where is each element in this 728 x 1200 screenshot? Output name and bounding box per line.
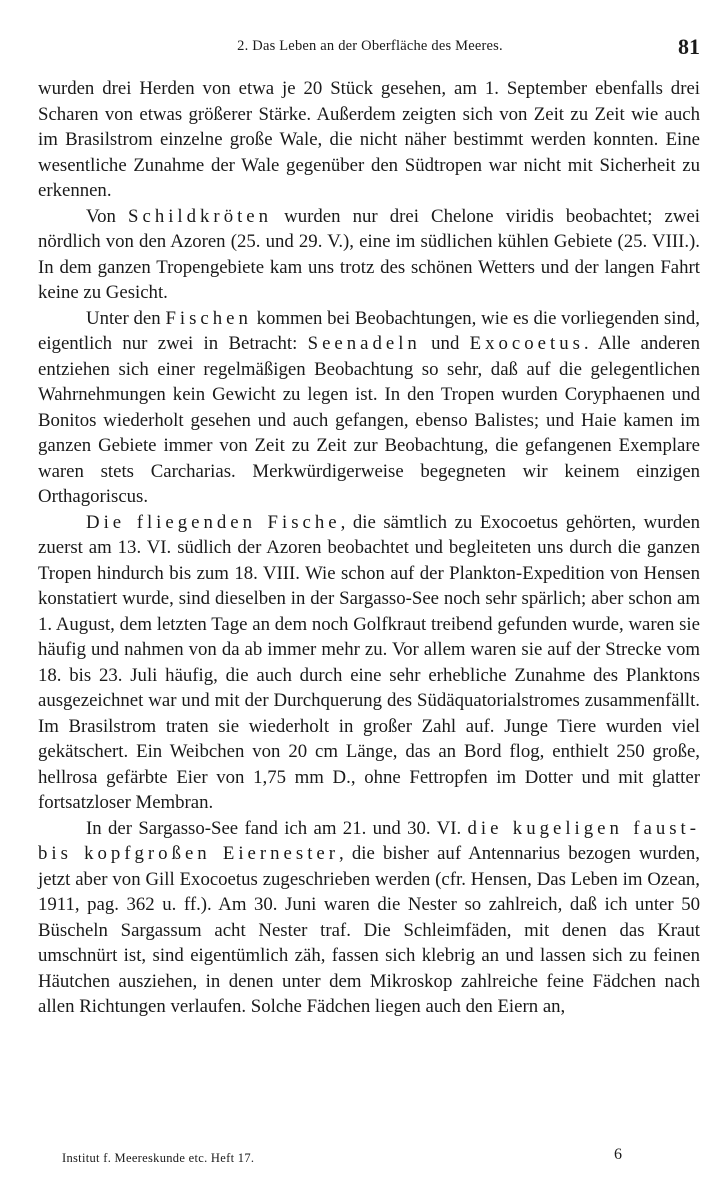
paragraph-fish xyxy=(38,306,700,510)
text-segment: In der Sargasso-See fand ich am 21. und 30. VI. xyxy=(86,817,468,839)
paragraph-whales xyxy=(38,76,700,204)
text-segment: , die bisher auf Antennarius bezogen wurden, jetzt aber von Gill Exocoetus zugeschrieben werden (cfr. Hensen, Das Leben im Ozean, 1911, pag. 362 u. ff.). Am 30. Juni waren die Nester so zahlreich, daß ich unter 50 Büscheln Sargassum acht Nester traf. Die Schleimfäden, mit denen das Kraut umschnürt ist, sind eigentümlich zäh, fassen sich klebrig an und lassen sich zu feinen Häutchen ausziehen, in denen unter dem Mikroskop zahlreiche feine Fädchen nach allen Richtungen verlaufen. Solche Fädchen liegen auch den Eiern an, xyxy=(38,843,700,1017)
spaced-term-eiernester: die kugeligen faust- bis kopfgroßen Eiernester xyxy=(38,817,700,864)
spaced-term-fliegende-fische: Die fliegenden Fische xyxy=(86,511,341,533)
signature-mark: 6 xyxy=(614,1146,622,1163)
running-header xyxy=(38,36,702,62)
paragraph-turtles xyxy=(38,204,700,306)
text-segment: . Alle anderen entziehen sich einer regelmäßigen Beobachtung so sehr, daß auf die gelegentlichen Wahrnehmungen kein Gewicht zu legen ist. In den Tropen wurden Coryphaenen und Bonitos wiederholt gesehen und auch gefangen, ebenso Balistes; und Haie kamen im ganzen Gebiete immer von Zeit zu Zeit zur Beobachtung, die gefangenen Exemplare waren stets Carcharias. Merkwürdigerweise begegneten wir keinem einzigen Orthagoriscus. xyxy=(38,333,700,507)
spaced-term-seenadeln: Seenadeln xyxy=(307,333,421,354)
page-footer xyxy=(62,1148,622,1168)
body-text xyxy=(38,76,700,1020)
footer-imprint: Institut f. Meereskunde etc. Heft 17. xyxy=(62,1151,255,1165)
paragraph-flying-fish xyxy=(38,510,700,816)
spaced-term-exocoetus: Exocoetus xyxy=(469,333,584,354)
text-segment: wurden drei Herden von etwa je 20 Stück gesehen, am 1. September ebenfalls drei Scharen von etwas größerer Stärke. Außerdem zeigten sich von Zeit zu Zeit wie auch im Brasilstrom einzelne große Wale, die nicht näher bestimmt werden konnten. Eine wesentliche Zunahme der Wale gegenüber den Südtropen war nicht mit Sicherheit zu erkennen. xyxy=(38,78,700,201)
paragraph-egg-nests xyxy=(38,816,700,1020)
page-number: 81 xyxy=(678,34,700,59)
running-title: 2. Das Leben an der Oberfläche des Meeres. xyxy=(237,38,503,54)
text-segment: Von xyxy=(86,205,129,227)
text-segment: wurden nur drei Chelone viridis beobachtet; zwei nördlich von den Azoren (25. und 29. V.), eine im südlichen kühlen Gebiete (25. VIII.). In dem ganzen Tropengebiete kam uns trotz des schönen Wetters und der langen Fahrt keine zu Gesicht. xyxy=(38,205,700,303)
text-segment: kommen bei Beobachtungen, wie es die vorliegenden sind, eigentlich nur zwei in Betracht: xyxy=(38,307,700,354)
text-segment: und xyxy=(420,333,470,354)
spaced-term-schildkroeten: Schildkröten xyxy=(128,205,273,227)
spaced-term-fischen: Fischen xyxy=(165,307,252,329)
text-segment: , die sämtlich zu Exocoetus gehörten, wurden zuerst am 13. VI. südlich der Azoren beobachtet und begleiteten uns durch die ganzen Tropen hindurch bis zum 18. VIII. Wie schon auf der Plankton-Expedition von Hensen konstatiert wurde, sind dieselben in der Sargasso-See noch sehr spärlich; aber schon am 1. August, dem letzten Tage an dem noch Golfkraut treibend gefunden wurde, waren sie häufig und nahmen von da ab immer mehr zu. Vor allem waren sie auf der Strecke vom 18. bis 23. Juli häufig, die auch durch eine sehr erhebliche Zunahme des Planktons ausgezeichnet war und mit der Durchquerung des Südäquatorialstromes zusammenfällt. Im Brasilstrom traten sie wiederholt in großer Zahl auf. Junge Tiere wurden viel gekätschert. Ein Weibchen von 20 cm Länge, das an Bord flog, enthielt 250 große, hellrosa gefärbte Eier von 1,75 mm D., ohne Fettropfen im Dotter und mit glatter fortsatzloser Membran. xyxy=(38,511,700,813)
text-segment: Unter den xyxy=(86,307,166,329)
